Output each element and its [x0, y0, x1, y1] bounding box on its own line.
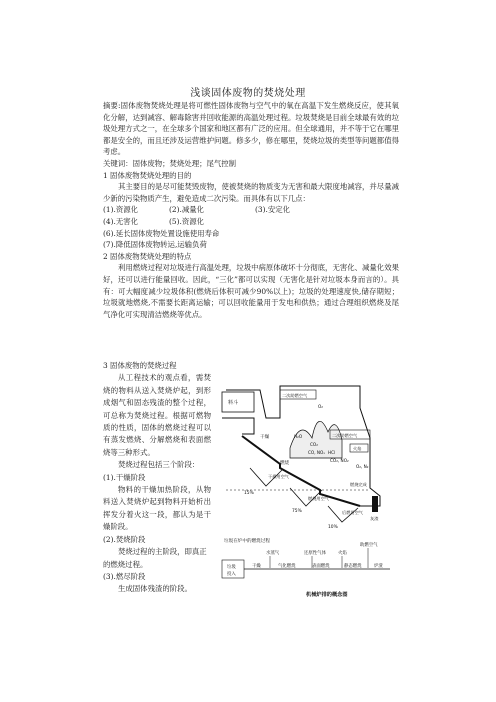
flow-label: 静态燃烧 — [344, 564, 362, 569]
burnout-label: 燃烧完成 — [350, 482, 367, 487]
purpose-item: (1).资源化 — [103, 205, 138, 215]
stage3-text: 生成固体残渣的阶段。 — [118, 584, 192, 594]
ash-label: 灰渣 — [370, 516, 379, 521]
gas-label: CO₂ — [310, 442, 318, 447]
document-body-top — [103, 100, 399, 320]
stages-intro: 焚烧过程包括三个阶段： — [118, 460, 200, 470]
feed-label: 料斗 — [228, 400, 239, 406]
gas-label: H₂O — [294, 434, 303, 439]
after-air-label: 后燃用空气 — [342, 510, 363, 515]
purpose-item: (6).延长固体废物处置设施使用寿命 — [103, 228, 220, 238]
section3-column — [103, 360, 211, 596]
stage3-heading: (3).燃尽阶段 — [103, 571, 146, 581]
stage2-heading: (2).焚烧阶段 — [103, 534, 146, 544]
purpose-item: (4).无害化 — [103, 216, 138, 226]
gas-label: CO₂, NO₂ — [330, 458, 349, 463]
burn-zone-label: 燃烧 — [280, 461, 290, 466]
flow-label: 投入 — [227, 572, 236, 577]
gas-label: O₂ — [318, 404, 323, 409]
flow-label: 助燃空气 — [360, 543, 378, 548]
purpose-item: (3).安定化 — [255, 205, 290, 215]
secondary-air-label: 二次助燃空气 — [282, 393, 308, 398]
section2-paragraph: 利用燃烧过程对垃圾进行高温处理，垃圾中病原体破坏十分彻底，无害化、减量化效果好，还可以进行能量回收。因此，“三化”都可以实现（无害化是针对垃圾本身而言的）。具有：可大幅度减少垃圾体积(燃烧后体积可减少90%以上)；垃圾的处理速度快,储存期短；垃圾就地燃烧,不需要长距离运输；可以回收能量用于发电和供热；通过合理组织燃烧及尾气净化可实现清洁燃烧等优点。 — [103, 263, 399, 319]
flow-label: 垃圾 — [227, 565, 236, 570]
stage1-heading: (1).干燥阶段 — [103, 472, 146, 482]
gas-label: O₂, N₂ — [356, 464, 369, 469]
air-percent: 15% — [244, 491, 254, 496]
flow-label: 炉渣 — [374, 564, 383, 569]
purpose-item: (2).减量化 — [169, 205, 204, 215]
flow-label: 火焰 — [338, 551, 347, 556]
air-percent: 75% — [292, 509, 302, 514]
gas-label: HCl — [328, 450, 336, 455]
keywords-line: 关键词：固体废物；焚烧处理；尾气控制 — [103, 158, 237, 168]
flow-label: 气化燃烧 — [278, 564, 296, 569]
flow-label: 水蒸气 — [266, 551, 280, 556]
section2-heading: 2 固体废物焚烧处理的特点 — [103, 251, 192, 261]
flow-label: 干燥 — [252, 564, 261, 569]
section3-paragraph: 从工程技术的观点看，需焚烧的物料从送入焚烧炉起，到形成烟气和固态残渣的整个过程，可总称为焚烧过程。根据可燃物质的性质，固体的燃烧过程可以有蒸发燃烧、分解燃烧和表面燃烧等三种形式。 — [103, 373, 211, 457]
flow-title: 垃圾在炉中的燃烧过程 — [224, 539, 270, 544]
abstract-paragraph: 摘要:固体废物焚烧处理是将可燃性固体废物与空气中的氧在高温下发生燃烧反应，使其氧化分解，达到减容、解毒除害并回收能源的高温处理过程。垃圾焚烧是目前全球最有效的垃圾处理方式之一，在全球多个国家和地区都有广泛的应用。但全球通用，并不等于它在哪里都是安全的，而且还涉及运营维护问题。修多少，修在哪里，焚烧垃圾的类型等问题都值得考虑。 — [103, 101, 399, 157]
flow-label: 表面燃烧 — [312, 564, 330, 569]
purpose-list-row1 — [103, 204, 399, 216]
grate-diagram — [220, 378, 400, 608]
secondary-air-label-right: 二次助燃空气 — [332, 433, 358, 438]
hopper-outline — [222, 418, 254, 434]
dry-zone-label: 干燥 — [260, 435, 270, 440]
flame-label: 火焰 — [353, 446, 362, 451]
document-title: 浅谈固体废物的焚烧处理 — [190, 88, 306, 99]
figure-caption: 机械炉排的概念图 — [306, 592, 348, 598]
stage2-text: 焚烧过程的主阶段，即真正的燃烧过程。 — [103, 547, 207, 569]
section1-paragraph: 其主要目的是尽可能焚毁废物，使被焚烧的物质变为无害和最大限度地减容，并尽量减少新的污染物质产生，避免造成二次污染。而具体有以下几点： — [103, 182, 399, 203]
stage1-text: 物料的干燥加热阶段，从物料送入焚烧炉起到物料开始析出挥发分着火这一段，都认为是干燥阶段。 — [103, 485, 211, 532]
air-percent: 10% — [328, 525, 338, 530]
purpose-list-row2 — [103, 216, 399, 228]
ash-chute — [372, 496, 378, 512]
section3-heading: 3 固体废物的焚烧过程 — [103, 361, 177, 370]
purpose-item: (5).资源化 — [169, 216, 204, 226]
dry-air-label: 干燥用空气 — [268, 474, 289, 479]
gas-label: CO, NOₓ — [308, 450, 326, 455]
grate-diagram-figure — [220, 378, 400, 608]
section1-heading: 1 固体废物焚烧处理的目的 — [103, 170, 192, 180]
flow-label: 还原性气体 — [304, 551, 326, 556]
burn-air-label: 燃烧用空气 — [308, 496, 329, 501]
purpose-item: (7).降低固体废物转运,运输负荷 — [103, 240, 207, 250]
